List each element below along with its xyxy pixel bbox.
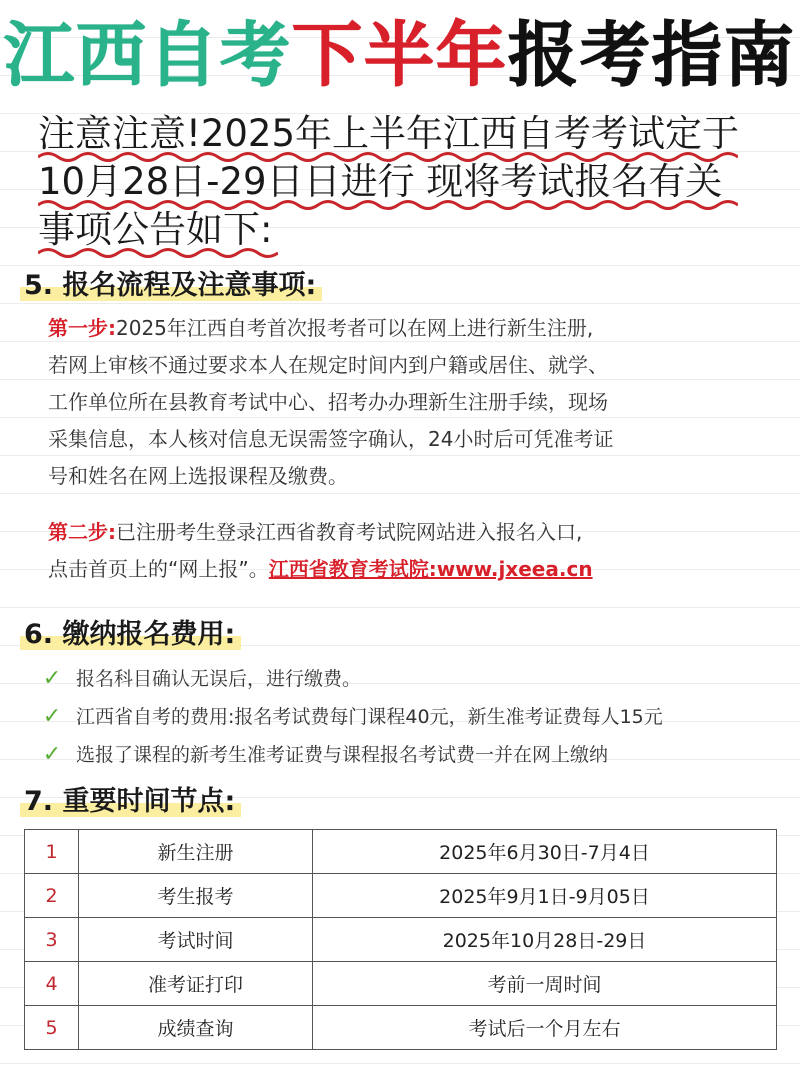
row-event: 准考证打印	[79, 962, 313, 1006]
wavy-underline	[38, 246, 278, 260]
row-index: 4	[25, 962, 79, 1006]
wavy-underline	[38, 150, 738, 164]
step2-line	[48, 514, 783, 551]
table-row	[25, 1006, 777, 1050]
notice-line: 10月28日-29日日进行 现将考试报名有关	[38, 160, 723, 203]
notice-block	[38, 110, 778, 254]
exam-website-link[interactable]: 江西省教育考试院:www.jxeea.cn	[268, 557, 593, 581]
notice-line: 注意注意!2025年上半年江西自考考试定于	[38, 112, 739, 155]
section-heading-fees	[20, 617, 241, 653]
list-item	[40, 702, 663, 732]
list-item	[40, 664, 361, 694]
section-heading-text: 6. 缴纳报名费用:	[20, 619, 241, 650]
timeline-table	[24, 829, 777, 1050]
step2-line	[48, 551, 783, 588]
table-row	[25, 962, 777, 1006]
step1-line	[48, 310, 783, 347]
table-row	[25, 830, 777, 874]
check-mark-icon: ✓	[42, 666, 62, 691]
section-heading-registration	[20, 268, 322, 304]
step2-label: 第二步:	[48, 520, 116, 544]
step2-text: 已注册考生登录江西省教育考试院网站进入报名入口,	[116, 520, 583, 544]
title-part-black: 报考指南	[508, 14, 796, 96]
step1-line: 工作单位所在县教育考试中心、招考办办理新生注册手续，现场	[48, 390, 608, 414]
row-event: 新生注册	[79, 830, 313, 874]
row-index: 3	[25, 918, 79, 962]
list-item-text: 选报了课程的新考生准考证费与课程报名考试费一并在网上缴纳	[76, 744, 609, 766]
row-time: 考试后一个月左右	[313, 1006, 777, 1050]
step2-text: 点击首页上的“网上报”。	[48, 557, 269, 581]
step1-line: 若网上审核不通过要求本人在规定时间内到户籍或居住、就学、	[48, 353, 608, 377]
row-time: 考前一周时间	[313, 962, 777, 1006]
row-index: 5	[25, 1006, 79, 1050]
list-item	[40, 740, 608, 770]
row-index: 1	[25, 830, 79, 874]
row-event: 考生报考	[79, 874, 313, 918]
list-item-text: 报名科目确认无误后，进行缴费。	[76, 668, 362, 690]
step1-paragraph	[48, 310, 783, 495]
row-time: 2025年6月30日-7月4日	[313, 830, 777, 874]
section-heading-text: 5. 报名流程及注意事项:	[20, 270, 322, 301]
notice-line: 事项公告如下:	[38, 208, 273, 251]
page-title	[0, 10, 800, 100]
wavy-underline	[38, 198, 738, 212]
row-event: 考试时间	[79, 918, 313, 962]
row-index: 2	[25, 874, 79, 918]
check-mark-icon: ✓	[42, 742, 62, 767]
step1-label: 第一步:	[48, 316, 116, 340]
title-part-red: 下半年	[292, 14, 508, 96]
row-time: 2025年10月28日-29日	[313, 918, 777, 962]
section-heading-text: 7. 重要时间节点:	[20, 786, 241, 817]
step2-paragraph	[48, 514, 783, 588]
row-time: 2025年9月1日-9月05日	[313, 874, 777, 918]
list-item-text: 江西省自考的费用:报名考试费每门课程40元，新生准考证费每人15元	[76, 706, 663, 728]
step1-line: 号和姓名在网上选报课程及缴费。	[48, 464, 348, 488]
table-row	[25, 918, 777, 962]
title-part-green: 江西自考	[4, 14, 292, 96]
table-row	[25, 874, 777, 918]
row-event: 成绩查询	[79, 1006, 313, 1050]
step1-text: 2025年江西自考首次报考者可以在网上进行新生注册,	[116, 316, 594, 340]
step1-line: 采集信息，本人核对信息无误需签字确认，24小时后可凭准考证	[48, 427, 614, 451]
section-heading-timeline	[20, 784, 241, 820]
check-mark-icon: ✓	[42, 704, 62, 729]
